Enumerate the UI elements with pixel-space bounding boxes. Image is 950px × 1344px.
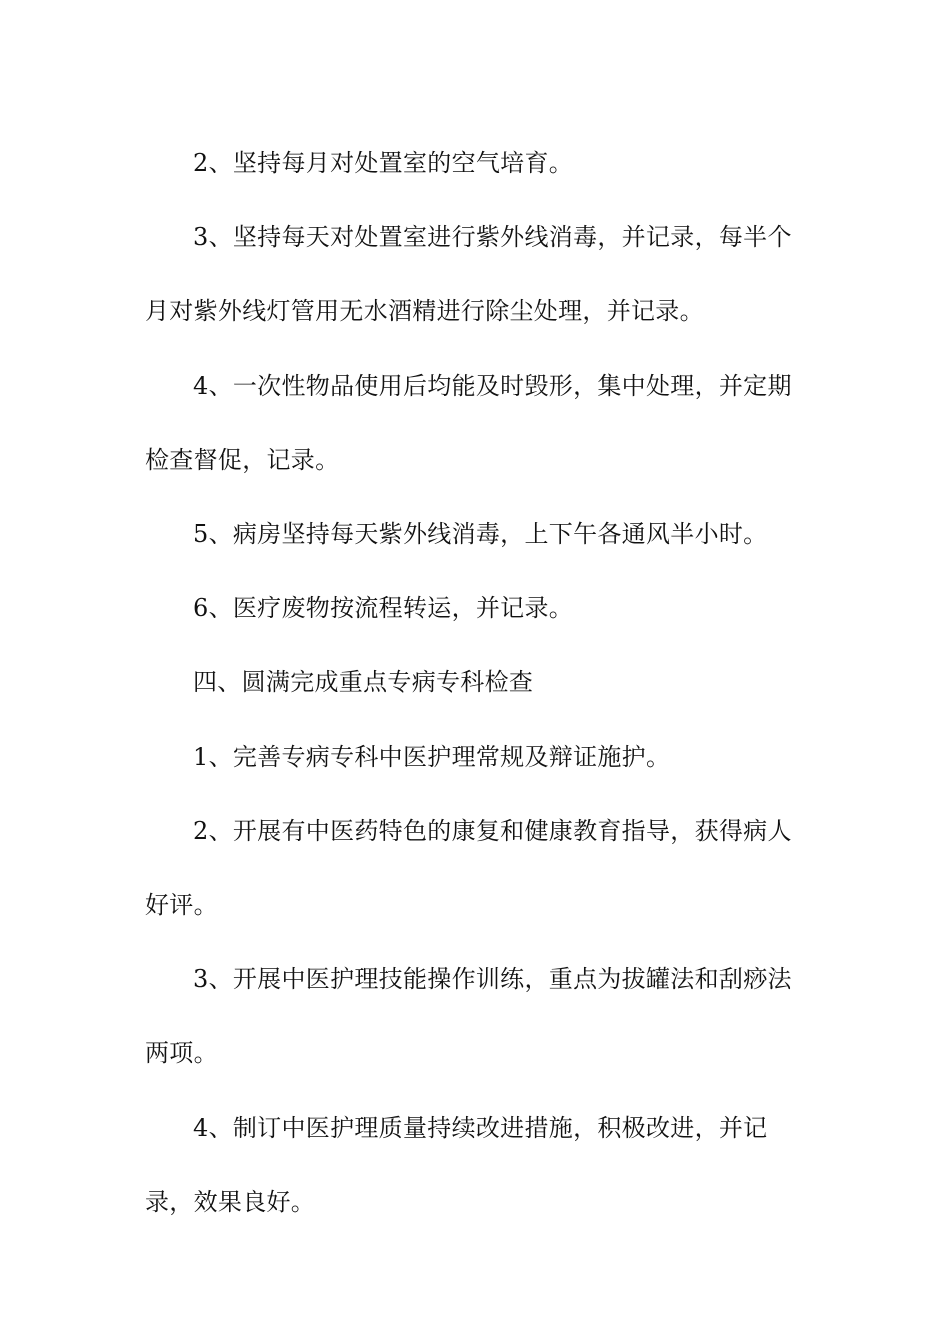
paragraph-item-3: 3、坚持每天对处置室进行紫外线消毒，并记录，每半个月对紫外线灯管用无水酒精进行除尘处理，并记录。 — [145, 223, 792, 326]
paragraph-section4-item-3: 3、开展中医护理技能操作训练，重点为拔罐法和刮痧法两项。 — [145, 965, 792, 1068]
document-body — [145, 126, 810, 1239]
paragraph-item-6: 6、医疗废物按流程转运，并记录。 — [193, 594, 574, 623]
paragraph-item-4: 4、一次性物品使用后均能及时毁形，集中处理，并定期检查督促，记录。 — [145, 371, 792, 474]
paragraph-section4-item-4: 4、制订中医护理质量持续改进措施，积极改进，并记录，效果良好。 — [145, 1113, 768, 1216]
paragraph-section4-item-1: 1、完善专病专科中医护理常规及辩证施护。 — [193, 742, 671, 771]
paragraph-section4-item-2: 2、开展有中医药特色的康复和健康教育指导，获得病人好评。 — [145, 816, 792, 920]
paragraph-item-5: 5、病房坚持每天紫外线消毒，上下午各通风半小时。 — [193, 520, 768, 549]
section-heading-4: 四、圆满完成重点专病专科检查 — [193, 668, 534, 697]
paragraph-item-2: 2、坚持每月对处置室的空气培育。 — [193, 149, 574, 177]
